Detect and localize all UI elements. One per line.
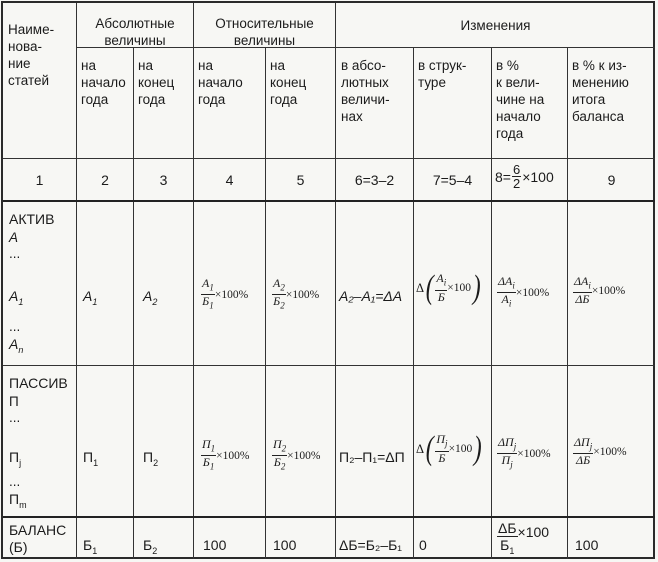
balance-analysis-table: [1, 1, 655, 559]
balance-abs-start: [83, 537, 97, 560]
passiv-abs-start: [83, 449, 98, 472]
balance-abs-start-base: Б: [83, 537, 93, 553]
header-abs-start: на начало года: [81, 58, 126, 107]
passiv-chg-pct-start-den-base: П: [501, 453, 511, 468]
aktiv-chg-pct-start-suffix: ×100%: [515, 286, 550, 299]
aktiv-chg-pct-start-num-base: ΔА: [498, 274, 513, 288]
passiv-chg-absolute: П₂–П₁=ΔП: [339, 449, 405, 465]
colnum-9: 9: [607, 172, 616, 188]
aktiv-rel-start-num-sub: 1: [209, 282, 214, 293]
balance-chg-pct-start-den-base: Б: [500, 537, 510, 553]
aktiv-rel-end: [272, 277, 319, 313]
passiv-chg-pct-start-den-sub: j: [510, 459, 513, 470]
balance-abs-end-base: Б: [143, 537, 153, 553]
aktiv-an-base: А: [9, 336, 19, 352]
aktiv-rel-start-den-sub: 1: [209, 300, 214, 311]
passiv-rel-start-num-base: П: [202, 437, 211, 451]
aktiv-dots-1: ...: [9, 246, 21, 261]
aktiv-chg-pct-start-num: [497, 275, 516, 293]
aktiv-abs-end: [143, 288, 157, 311]
aktiv-rel-start: [201, 277, 248, 313]
colnum-8-denominator: 2: [512, 176, 521, 191]
aktiv-an-sub: n: [18, 344, 24, 355]
aktiv-chg-pct-total: [573, 275, 625, 306]
aktiv-rel-start-suffix: ×100%: [214, 288, 249, 301]
right-paren-icon: ): [474, 430, 482, 467]
col-line-2: [133, 47, 134, 559]
aktiv-rel-end-suffix: ×100%: [285, 288, 320, 301]
header-relative-values: Относительные величины: [215, 16, 314, 48]
aktiv-a1-sub: 1: [18, 296, 24, 307]
aktiv-rel-start-fraction: [201, 277, 215, 313]
aktiv-chg-pct-total-fraction: [573, 275, 592, 306]
passiv-rel-start: [201, 438, 250, 474]
header-abs-end: на конец года: [138, 58, 175, 107]
colnum-7: 7=5–4: [432, 172, 473, 188]
passiv-abs-end: [143, 449, 158, 472]
colnum-4: 4: [225, 172, 234, 188]
aktiv-rel-start-num: [201, 277, 215, 295]
passiv-chg-pct-total-num-sub: j: [589, 441, 593, 452]
passiv-chg-pct-total-fraction: [573, 436, 593, 467]
passiv-rel-end-fraction: [272, 438, 287, 474]
balance-chg-pct-start: [497, 520, 549, 559]
colnum-6: 6=3–2: [354, 172, 395, 188]
colnum-8-fraction: [512, 163, 521, 190]
header-chg-structure: в струк- туре: [418, 58, 467, 90]
aktiv-chg-structure-den: Б: [437, 289, 445, 304]
aktiv-rel-end-den: [272, 295, 286, 312]
balance-chg-structure: 0: [419, 537, 427, 553]
aktiv-chg-pct-total-num-sub: i: [588, 280, 591, 291]
balance-abs-start-sub: 1: [92, 545, 98, 556]
aktiv-chg-absolute: А₂–А₁=ΔА: [339, 288, 403, 304]
header-article-names: Наиме- нова- ние статей: [8, 22, 55, 88]
balance-abs-end-sub: 2: [152, 545, 158, 556]
passiv-rel-start-den-base: Б: [202, 455, 210, 470]
aktiv-rel-end-den-sub: 2: [280, 300, 285, 311]
aktiv-chg-pct-start-num-sub: i: [512, 280, 515, 291]
passiv-rel-start-fraction: [201, 438, 216, 474]
aktiv-a1-base: А: [9, 288, 19, 304]
aktiv-rel-start-den: [201, 295, 215, 312]
colnum-1: 1: [35, 172, 44, 188]
aktiv-chg-pct-start-den-sub: i: [508, 298, 512, 309]
aktiv-chg-pct-total-num-base: ΔА: [574, 274, 589, 288]
row-line-passiv: [3, 516, 655, 518]
row-line-aktiv: [3, 365, 655, 366]
passiv-chg-structure-fraction: [435, 433, 448, 464]
colnum-8-prefix: 8=: [495, 168, 511, 185]
aktiv-chg-pct-start-den: [497, 293, 516, 310]
passiv-title: ПАССИВ: [9, 375, 68, 391]
row-line-numbers: [3, 200, 655, 202]
passiv-chg-pct-start-suffix: ×100%: [517, 447, 551, 460]
balance-chg-pct-total: 100: [575, 537, 599, 553]
aktiv-dots-2: ...: [9, 319, 21, 334]
passiv-p: П: [9, 394, 19, 409]
aktiv-chg-structure-fraction: [435, 272, 447, 303]
balance-chg-pct-start-den-sub: 1: [509, 545, 515, 556]
passiv-dots-1: ...: [9, 410, 21, 425]
aktiv-chg-structure-delta: Δ: [416, 280, 425, 295]
passiv-chg-pct-start: [497, 436, 551, 472]
passiv-pm-sub: m: [19, 499, 27, 510]
left-paren-icon: (: [425, 430, 434, 467]
header-rel-start: на начало года: [198, 58, 243, 107]
colnum-8-suffix: ×100: [522, 168, 554, 185]
aktiv-chg-structure-num-base: А: [436, 271, 444, 286]
passiv-chg-structure: [416, 432, 484, 466]
passiv-pj: [9, 449, 21, 472]
passiv-rel-start-den: [201, 456, 216, 473]
aktiv-chg-pct-start-den-base: А: [501, 292, 509, 307]
balance-rel-end: 100: [273, 537, 297, 553]
passiv-abs-start-base: П: [83, 449, 94, 465]
balance-abs-end: [143, 537, 157, 560]
passiv-rel-end-suffix: ×100%: [287, 449, 321, 462]
colnum-5: 5: [296, 172, 305, 188]
col-line-8: [567, 47, 568, 559]
right-paren-icon: ): [472, 269, 481, 306]
balance-chg-pct-start-fraction: [497, 520, 518, 559]
col-line-6: [413, 47, 414, 559]
passiv-pj-sub: j: [19, 457, 22, 468]
colnum-2: 2: [101, 172, 109, 188]
passiv-rel-start-num-sub: 1: [210, 443, 216, 454]
header-chg-pct-start: в % к вели- чине на начало года: [496, 58, 545, 141]
aktiv-abs-start-sub: 1: [92, 296, 98, 307]
balance-rel-start: 100: [203, 537, 227, 553]
aktiv-abs-start-base: А: [83, 288, 93, 304]
aktiv-chg-structure-suffix: ×100: [447, 282, 471, 294]
left-paren-icon: (: [425, 269, 434, 306]
aktiv-an: [9, 336, 23, 359]
aktiv-chg-pct-start-fraction: [497, 275, 516, 311]
balance-chg-pct-start-num: ΔБ: [498, 520, 517, 536]
aktiv-rel-start-num-base: А: [202, 276, 210, 290]
passiv-chg-structure-delta: Δ: [416, 441, 425, 456]
passiv-rel-end-num-base: П: [273, 437, 282, 451]
passiv-chg-pct-total-den: ΔБ: [576, 453, 591, 468]
header-chg-absolute: в абсо- лютных величи- нах: [341, 58, 390, 124]
aktiv-rel-end-num-sub: 2: [280, 282, 285, 293]
passiv-chg-pct-start-num-sub: j: [513, 441, 517, 452]
aktiv-rel-end-den-base: Б: [273, 294, 281, 309]
aktiv-chg-pct-total-den: ΔБ: [575, 292, 590, 307]
aktiv-chg-structure-num-sub: i: [443, 277, 447, 288]
header-chg-pct-total: в % к из- менению итога баланса: [572, 58, 629, 124]
aktiv-rel-end-num: [272, 277, 286, 295]
passiv-rel-end-den: [272, 456, 287, 473]
aktiv-rel-start-den-base: Б: [202, 294, 210, 309]
passiv-chg-structure-num-sub: j: [445, 438, 448, 449]
aktiv-rel-end-fraction: [272, 277, 286, 313]
passiv-rel-end: [272, 438, 321, 474]
passiv-chg-pct-start-den: [497, 454, 517, 471]
passiv-rel-start-suffix: ×100%: [216, 449, 250, 462]
passiv-chg-pct-start-num-base: ΔП: [498, 435, 514, 449]
aktiv-title: АКТИВ: [9, 211, 55, 227]
balance-chg-pct-start-den: [497, 537, 518, 559]
colnum-8: [495, 163, 554, 190]
header-rel-end: на конец года: [270, 58, 307, 107]
passiv-chg-pct-total-num-base: ΔП: [574, 435, 590, 449]
aktiv-a: А: [9, 230, 19, 245]
aktiv-rel-end-num-base: А: [273, 276, 281, 290]
colnum-3: 3: [159, 172, 168, 188]
passiv-rel-start-den-sub: 1: [209, 461, 215, 472]
row-line-header: [3, 158, 655, 159]
aktiv-a1: [9, 288, 23, 311]
passiv-chg-structure-num-base: П: [436, 432, 446, 447]
passiv-rel-end-num-sub: 2: [281, 443, 287, 454]
passiv-abs-start-sub: 1: [93, 457, 99, 468]
aktiv-chg-structure-num: [435, 272, 447, 290]
passiv-pm: [9, 491, 27, 514]
passiv-rel-end-den-base: Б: [273, 455, 281, 470]
passiv-abs-end-sub: 2: [153, 457, 159, 468]
aktiv-abs-start: [83, 288, 97, 311]
passiv-pj-base: П: [9, 449, 20, 465]
balance-chg-absolute: ΔБ=Б₂–Б₁: [339, 537, 403, 553]
passiv-chg-structure-den: Б: [438, 450, 446, 465]
balance-chg-pct-start-suffix: ×100: [517, 524, 550, 541]
col-line-4: [265, 47, 266, 559]
aktiv-chg-pct-total-num: [573, 275, 592, 293]
passiv-chg-pct-total-num: [573, 436, 593, 454]
aktiv-abs-end-sub: 2: [152, 296, 158, 307]
colnum-8-numerator: 6: [512, 162, 521, 177]
aktiv-chg-pct-start: [497, 275, 549, 311]
passiv-chg-structure-suffix: ×100: [448, 443, 473, 455]
aktiv-abs-end-base: А: [143, 288, 153, 304]
passiv-abs-end-base: П: [143, 449, 154, 465]
passiv-pm-base: П: [9, 491, 20, 507]
aktiv-chg-pct-total-suffix: ×100%: [591, 284, 626, 297]
col-line-5: [335, 3, 336, 559]
passiv-chg-pct-start-num: [497, 436, 517, 454]
col-line-3: [193, 3, 194, 559]
passiv-chg-pct-start-fraction: [497, 436, 517, 472]
passiv-dots-2: ...: [9, 474, 21, 489]
passiv-rel-end-num: [272, 438, 287, 456]
passiv-chg-structure-num: [435, 433, 448, 451]
col-line-1: [76, 3, 77, 559]
aktiv-chg-structure: [416, 271, 482, 305]
passiv-rel-end-den-sub: 2: [280, 461, 286, 472]
passiv-rel-start-num: [201, 438, 216, 456]
passiv-chg-pct-total: [573, 436, 627, 467]
passiv-chg-pct-total-suffix: ×100%: [593, 445, 627, 458]
col-line-7: [491, 47, 492, 559]
balance-title: БАЛАНС (Б): [9, 522, 67, 555]
header-absolute-values: Абсолютные величины: [95, 16, 175, 48]
header-changes: Изменения: [460, 18, 531, 33]
